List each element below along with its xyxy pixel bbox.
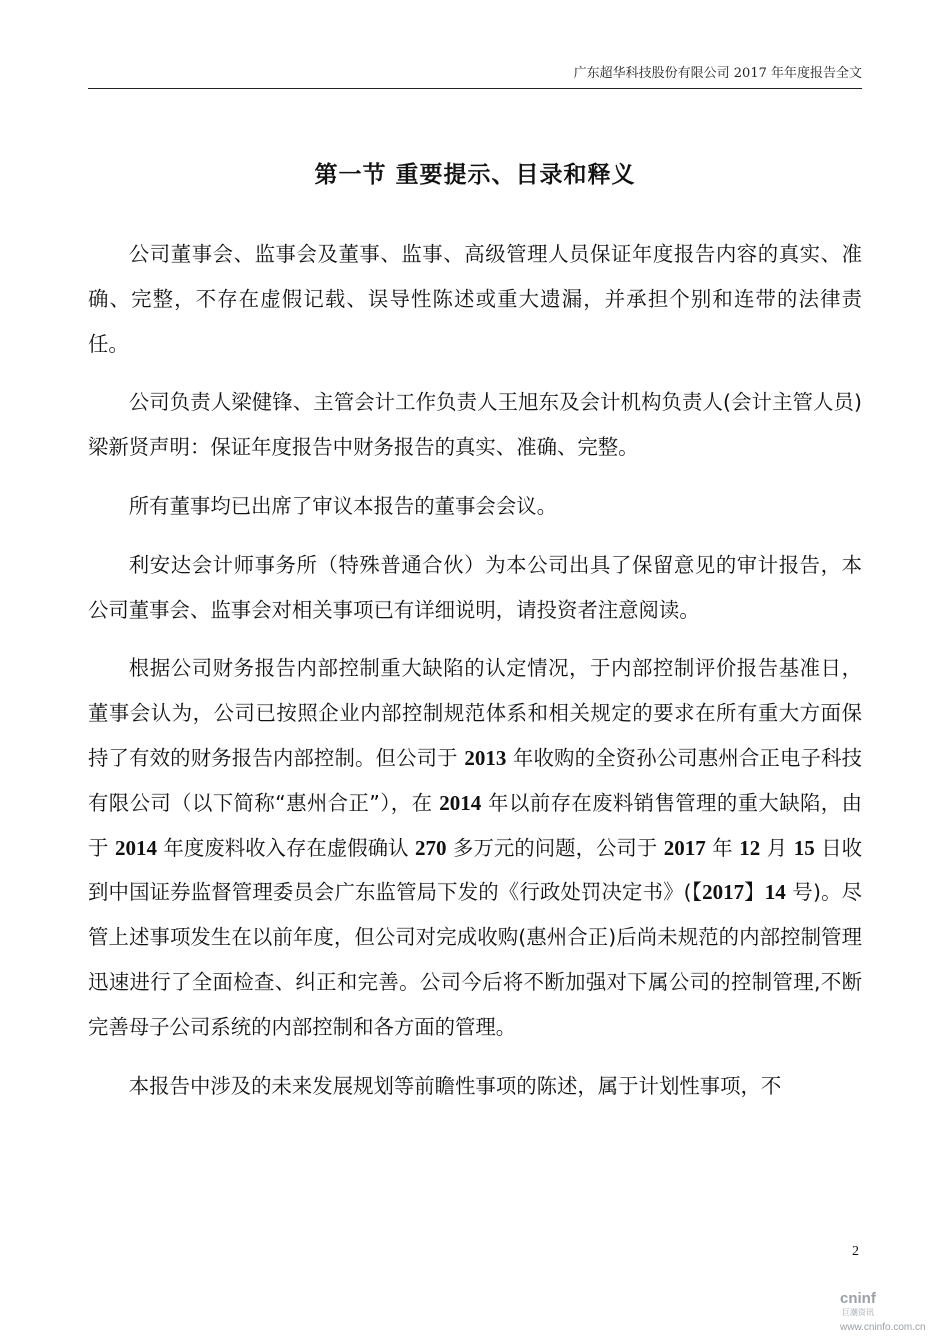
text-segment: 年 <box>705 835 740 860</box>
paragraph-responsibility: 公司董事会、监事会及董事、监事、高级管理人员保证年度报告内容的真实、准确、完整，不存在虚假记载、误导性陈述或重大遗漏，并承担个别和连带的法律责任。 <box>88 242 862 356</box>
text-segment: 年收购的全资孙公司惠州合正电子科技有限公司（以下简称“惠州合正”），在 <box>88 745 862 815</box>
text-segment: 日收到中国证券监督管理委员会广东监管局下发的《行政处罚决定书》(【 <box>88 835 863 905</box>
paragraph-forward-looking: 本报告中涉及的未来发展规划等前瞻性事项的陈述，属于计划性事项，不 <box>128 1073 782 1098</box>
bold-number: 2017 <box>663 835 706 860</box>
bold-number: 2017 <box>702 880 745 905</box>
paragraph-audit-opinion: 利安达会计师事务所（特殊普通合伙）为本公司出具了保留意见的审计报告，本公司董事会、监事会对相关事项已有详细说明，请投资者注意阅读。 <box>88 552 862 622</box>
document-body <box>88 232 862 1122</box>
bold-number: 2014 <box>114 835 157 860</box>
text-segment: 】 <box>744 880 765 905</box>
bold-number: 15 <box>793 835 815 860</box>
bold-number: 14 <box>764 880 786 905</box>
text-segment: 年度废料收入存在虚假确认 <box>156 835 416 860</box>
text-segment: 月 <box>760 835 794 860</box>
page-number: 2 <box>852 1244 859 1259</box>
header-divider <box>88 88 862 89</box>
watermark-url: www.cninfo.com.cn <box>840 1322 926 1333</box>
paragraph-declaration: 公司负责人梁健锋、主管会计工作负责人王旭东及会计机构负责人(会计主管人员)梁新贤声明：保证年度报告中财务报告的真实、准确、完整。 <box>88 390 862 460</box>
bold-number: 2014 <box>439 790 482 815</box>
section-title: 第一节 重要提示、目录和释义 <box>314 162 636 188</box>
watermark-logo-text: cninf <box>840 1290 876 1307</box>
bold-number: 2013 <box>464 745 507 770</box>
text-segment: 号)。尽管上述事项发生在以前年度，但公司对完成收购(惠州合正)后尚未规范的内部控制管理迅速进行了全面检查、纠正和完善。公司今后将不断加强对下属公司的控制管理,不断完善母子公司系统的内部控制和各方面的管理。 <box>88 880 863 1039</box>
watermark-subtitle: 巨潮资讯 <box>841 1308 874 1317</box>
text-segment: 年以前存在废料销售管理的重大缺陷，由于 <box>88 790 862 860</box>
paragraph-internal-control <box>88 646 862 1049</box>
watermark-logo <box>840 1290 876 1318</box>
running-header: 广东超华科技股份有限公司 2017 年年度报告全文 <box>573 66 862 81</box>
text-segment: 多万元的问题，公司于 <box>446 835 664 860</box>
text-segment: 根据公司财务报告内部控制重大缺陷的认定情况，于内部控制评价报告基准日，董事会认为，公司已按照企业内部控制规范体系和相关规定的要求在所有重大方面保持了有效的财务报告内部控制。但公司于 <box>88 656 862 770</box>
paragraph-attendance: 所有董事均已出席了审议本报告的董事会会议。 <box>128 493 557 518</box>
bold-number: 270 <box>415 835 447 860</box>
bold-number: 12 <box>739 835 761 860</box>
